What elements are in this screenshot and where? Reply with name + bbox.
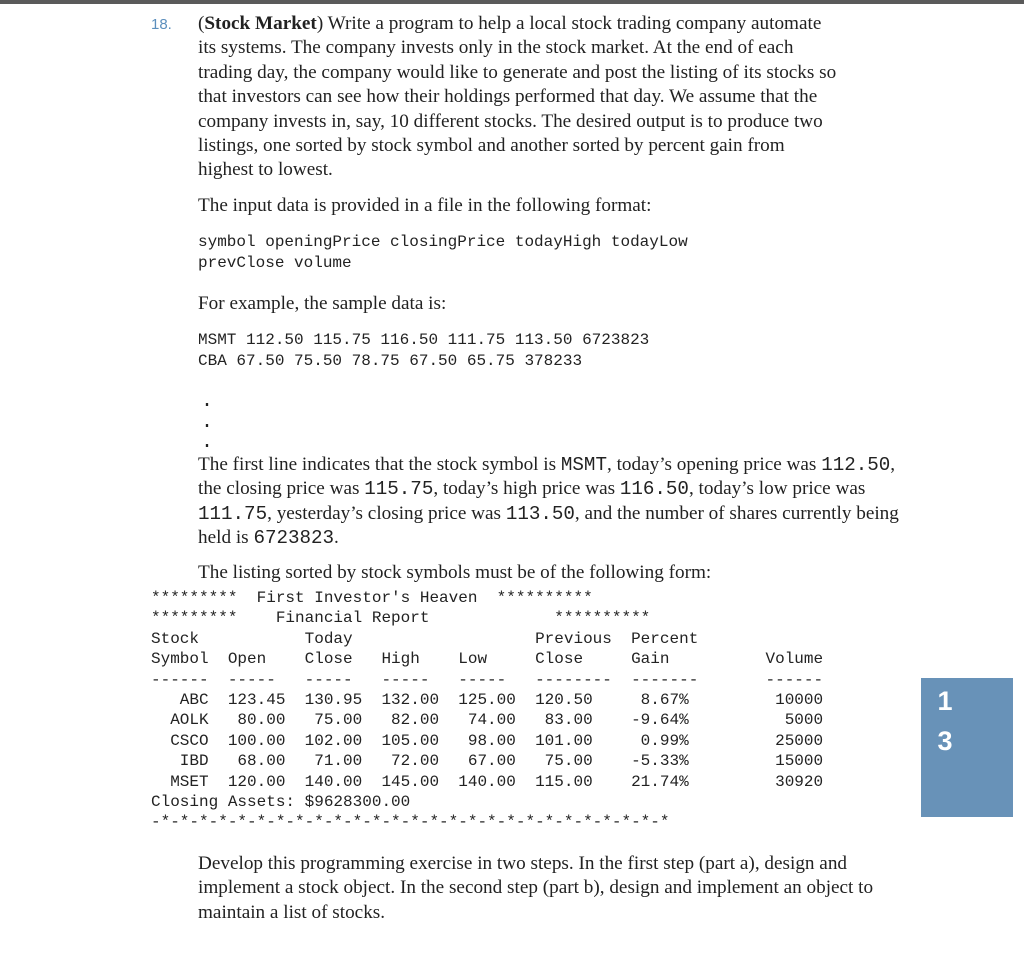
- explanation-text: , today’s high price was: [433, 478, 620, 500]
- closing-paragraph: Develop this programming exercise in two steps. In the first step (part a), design and implement a stock object. In the second step (part b), design and implement an object to maintain a list of stocks.: [198, 853, 874, 923]
- explanation-code: 111.75: [198, 502, 268, 525]
- intro-text: Write a program to help a local stock trading company automate its systems. The company invests only in the stock market. At the end of each trading day, the company would like to generate and post the listing of its stocks so that investors can see how their holdings performed that day. We assume that the company invests in, say, 10 different stocks. The desired output is to produce two listings, one sorted by stock symbol and another sorted by percent gain from highest to lowest.: [198, 13, 837, 181]
- chapter-tab: [921, 678, 1013, 817]
- explanation-text: , the closing price was: [198, 454, 896, 500]
- explanation-code: 113.50: [505, 502, 575, 525]
- explanation-text: , today’s opening price was: [606, 454, 822, 475]
- ellipsis: . . .: [201, 390, 214, 454]
- chapter-digit-2: 3: [937, 726, 953, 756]
- explanation-text: .: [334, 527, 339, 549]
- explanation-code: 6723823: [253, 527, 335, 550]
- top-rule: [0, 0, 1024, 4]
- example-intro: For example, the sample data is:: [198, 293, 447, 314]
- example-code: MSMT 112.50 115.75 116.50 111.75 113.50 6723823 CBA 67.50 75.50 78.75 67.50 65.75 378233: [198, 331, 650, 370]
- exercise-title: Stock Market: [204, 13, 317, 34]
- explanation-code: 116.50: [619, 478, 689, 501]
- listing-output: ********* First Investor's Heaven ********** ********* Financial Report ********** Stock Today Previous Percent Symbol Open Close High Low Close Gain Volume ------ ----- ----- ----- ----- -------- ------- ------ ABC 123.45 130.95 132.00 125.00 120.50 8.67% 10000 AOLK 80.00 75.00 82.00 74.00 83.00 -9.64% 5000 CSCO 100.00 102.00 105.00 98.00 101.00 0.99% 25000 IBD 68.00 71.00 72.00 67.00 75.00 -5.33% 15000 MSET 120.00 140.00 145.00 140.00 115.00 21.74% 30920 Closing Assets: $9628300.00 -*-*-*-*-*-*-*-*-*-*-*-*-*-*-*-*-*-*-*-*-*-*-*-*-*-*-*: [151, 589, 824, 832]
- listing-intro: The listing sorted by stock symbols must be of the following form:: [198, 562, 712, 583]
- explanation-code: MSMT: [560, 454, 607, 476]
- explanation-code: 115.75: [364, 478, 434, 501]
- exercise-number: 18.: [151, 16, 172, 33]
- explanation-text: , today’s low price was: [688, 478, 866, 500]
- explanation-text: The first line indicates that the stock symbol is: [198, 454, 561, 475]
- intro-paragraph: (Stock Market) Write a program to help a local stock trading company automate its systems. The company invests only in the stock market. At the end of each trading day, the company would like to generate and post the listing of its stocks so that investors can see how their holdings performed that day. We assume that the company invests in, say, 10 different stocks. The desired output is to produce two listings, one sorted by stock symbol and another sorted by percent gain from highest to lowest.: [198, 13, 837, 181]
- explanation-text: , and the number of shares currently being held is: [198, 502, 899, 549]
- explanation-paragraph: [198, 453, 904, 551]
- explanation-code: 112.50: [821, 454, 891, 476]
- format-code: symbol openingPrice closingPrice todayHigh todayLow prevClose volume: [198, 233, 688, 272]
- chapter-digit-1: 1: [937, 686, 953, 716]
- format-intro: The input data is provided in a file in the following format:: [198, 195, 652, 216]
- explanation-text: , yesterday’s closing price was: [267, 502, 506, 524]
